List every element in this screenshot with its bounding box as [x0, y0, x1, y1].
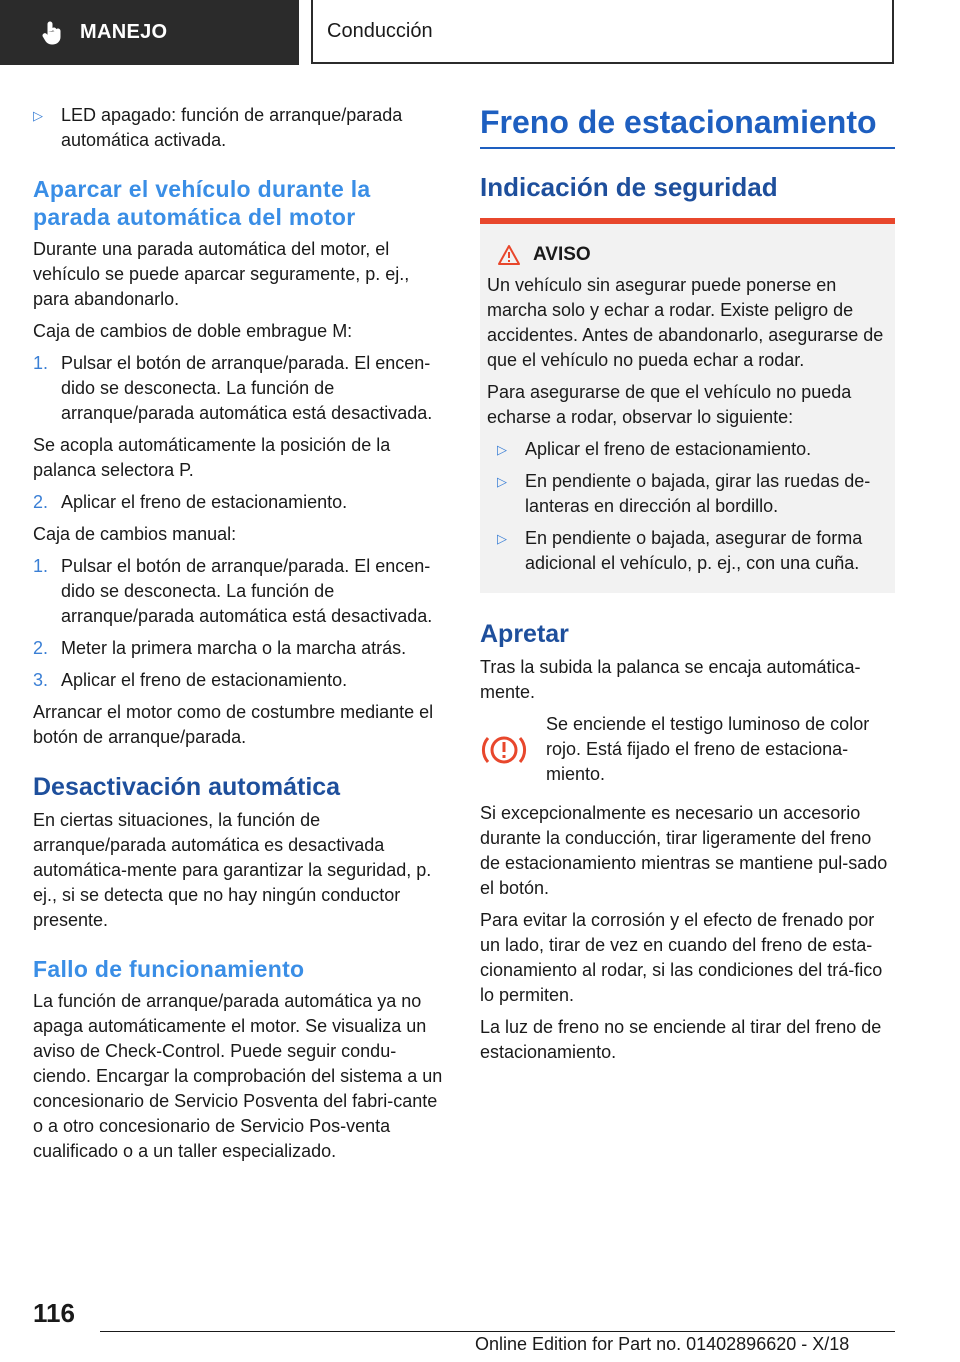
- step-number: 1.: [33, 353, 49, 373]
- triangle-bullet-icon: ▷: [497, 442, 507, 457]
- step-text: Aplicar el freno de estacionamiento.: [61, 670, 348, 690]
- list-item: [33, 351, 446, 426]
- section-tab: [0, 0, 299, 65]
- warning-title: [487, 242, 887, 267]
- paragraph: Tras la subida la palanca se encaja automática-mente.: [480, 657, 861, 702]
- warning-triangle-icon: [497, 244, 521, 266]
- paragraph: Para evitar la corrosión y el efecto de frenado por un lado, tirar de vez en cuando del freno de esta-cionamiento al rodar, si las condiciones del trá-fico lo permiten.: [480, 910, 883, 1005]
- paragraph: Arrancar el motor como de costumbre mediante el botón de arranque/parada.: [33, 702, 434, 747]
- step-text: Pulsar el botón de arranque/parada. El encen-dido se desconecta. La función de arranque/parada automática está desactivada.: [61, 556, 433, 626]
- triangle-bullet-icon: ▷: [33, 108, 43, 123]
- heading-aparcar: Aparcar el vehículo durante la parada automática del motor: [33, 176, 371, 230]
- paragraph: Caja de cambios de doble embrague M:: [33, 321, 353, 341]
- heading-apretar: Apretar: [480, 620, 569, 648]
- step-text: Pulsar el botón de arranque/parada. El encen-dido se desconecta. La función de arranque/parada automática está desactivada.: [61, 353, 433, 423]
- bullet-text: Aplicar el freno de estacionamiento.: [525, 439, 812, 459]
- paragraph: En ciertas situaciones, la función de arranque/parada automática es desactivada automática-mente para garantizar la seguridad, p. ej., si se detecta que no hay ningún conductor presente.: [33, 810, 432, 930]
- paragraph: Caja de cambios manual:: [33, 524, 237, 544]
- triangle-bullet-icon: ▷: [497, 474, 507, 489]
- bullet-text: En pendiente o bajada, asegurar de forma adicional el vehículo, p. ej., con una cuña.: [525, 528, 863, 573]
- heading-indicacion: Indicación de seguridad: [480, 172, 778, 202]
- paragraph: Para asegurarse de que el vehículo no pueda echarse a rodar, observar lo siguiente:: [487, 382, 852, 427]
- edition-note: Online Edition for Part no. 01402896620 - X/18: [475, 1334, 850, 1354]
- list-item: [33, 554, 446, 629]
- brake-warning-light-icon: [480, 712, 546, 787]
- paragraph: La luz de freno no se enciende al tirar del freno de estacionamiento.: [480, 1017, 882, 1062]
- list-item: [487, 469, 887, 519]
- step-text: Meter la primera marcha o la marcha atrás.: [61, 638, 407, 658]
- bullet-text: En pendiente o bajada, girar las ruedas de-lanteras en dirección al bordillo.: [525, 471, 871, 516]
- warning-box: [480, 218, 895, 593]
- list-item: [33, 636, 446, 661]
- bullet-text: LED apagado: función de arranque/parada automática activada.: [61, 105, 403, 150]
- warning-label: AVISO: [533, 244, 591, 265]
- indicator-row: [480, 712, 895, 787]
- list-item: [33, 668, 446, 693]
- heading-desactivacion: Desactivación automática: [33, 773, 341, 801]
- chapter-title: Conducción: [327, 19, 433, 42]
- section-title: MANEJO: [80, 21, 168, 43]
- paragraph: La función de arranque/parada automática ya no apaga automáticamente el motor. Se visualiza un aviso de Check-Control. Puede seguir condu-ciendo. Encargar la comprobación del sistema a un concesionario de Servicio Posventa del fabri-cante o a otro concesionario de Servicio Pos-venta cualificado o a un taller especializado.: [33, 991, 443, 1161]
- indicator-text: Se enciende el testigo luminoso de color rojo. Está fijado el freno de estaciona-miento.: [546, 714, 870, 784]
- list-item: [33, 103, 446, 153]
- footer-divider: [100, 1331, 895, 1332]
- heading-fallo: Fallo de funcionamiento: [33, 956, 305, 982]
- left-column: [33, 103, 446, 1171]
- step-number: 2.: [33, 638, 49, 658]
- chapter-tab: [311, 0, 894, 64]
- step-text: Aplicar el freno de estacionamiento.: [61, 492, 348, 512]
- paragraph: Si excepcionalmente es necesario un accesorio durante la conducción, tirar ligeramente del freno de estacionamiento mientras se mantiene pul-sado el botón.: [480, 803, 888, 898]
- step-note: Se acopla automáticamente la posición de la palanca selectora P.: [33, 435, 391, 480]
- step-number: 2.: [33, 492, 49, 512]
- step-number: 3.: [33, 670, 49, 690]
- page-title: Freno de estacionamiento: [480, 103, 895, 149]
- triangle-bullet-icon: ▷: [497, 531, 507, 546]
- paragraph: Durante una parada automática del motor, el vehículo se puede aparcar seguramente, p. ej., para abandonarlo.: [33, 239, 410, 309]
- right-column: [480, 103, 895, 1072]
- page-number: 116: [33, 1298, 75, 1328]
- step-number: 1.: [33, 556, 49, 576]
- list-item: [33, 490, 446, 515]
- paragraph: Un vehículo sin asegurar puede ponerse en marcha solo y echar a rodar. Existe peligro de accidentes. Antes de abandonarlo, asegurarse de que el vehículo no pueda echar a rodar.: [487, 275, 884, 370]
- list-item: [487, 437, 887, 462]
- list-item: [487, 526, 887, 576]
- hand-pointer-icon: [40, 20, 66, 46]
